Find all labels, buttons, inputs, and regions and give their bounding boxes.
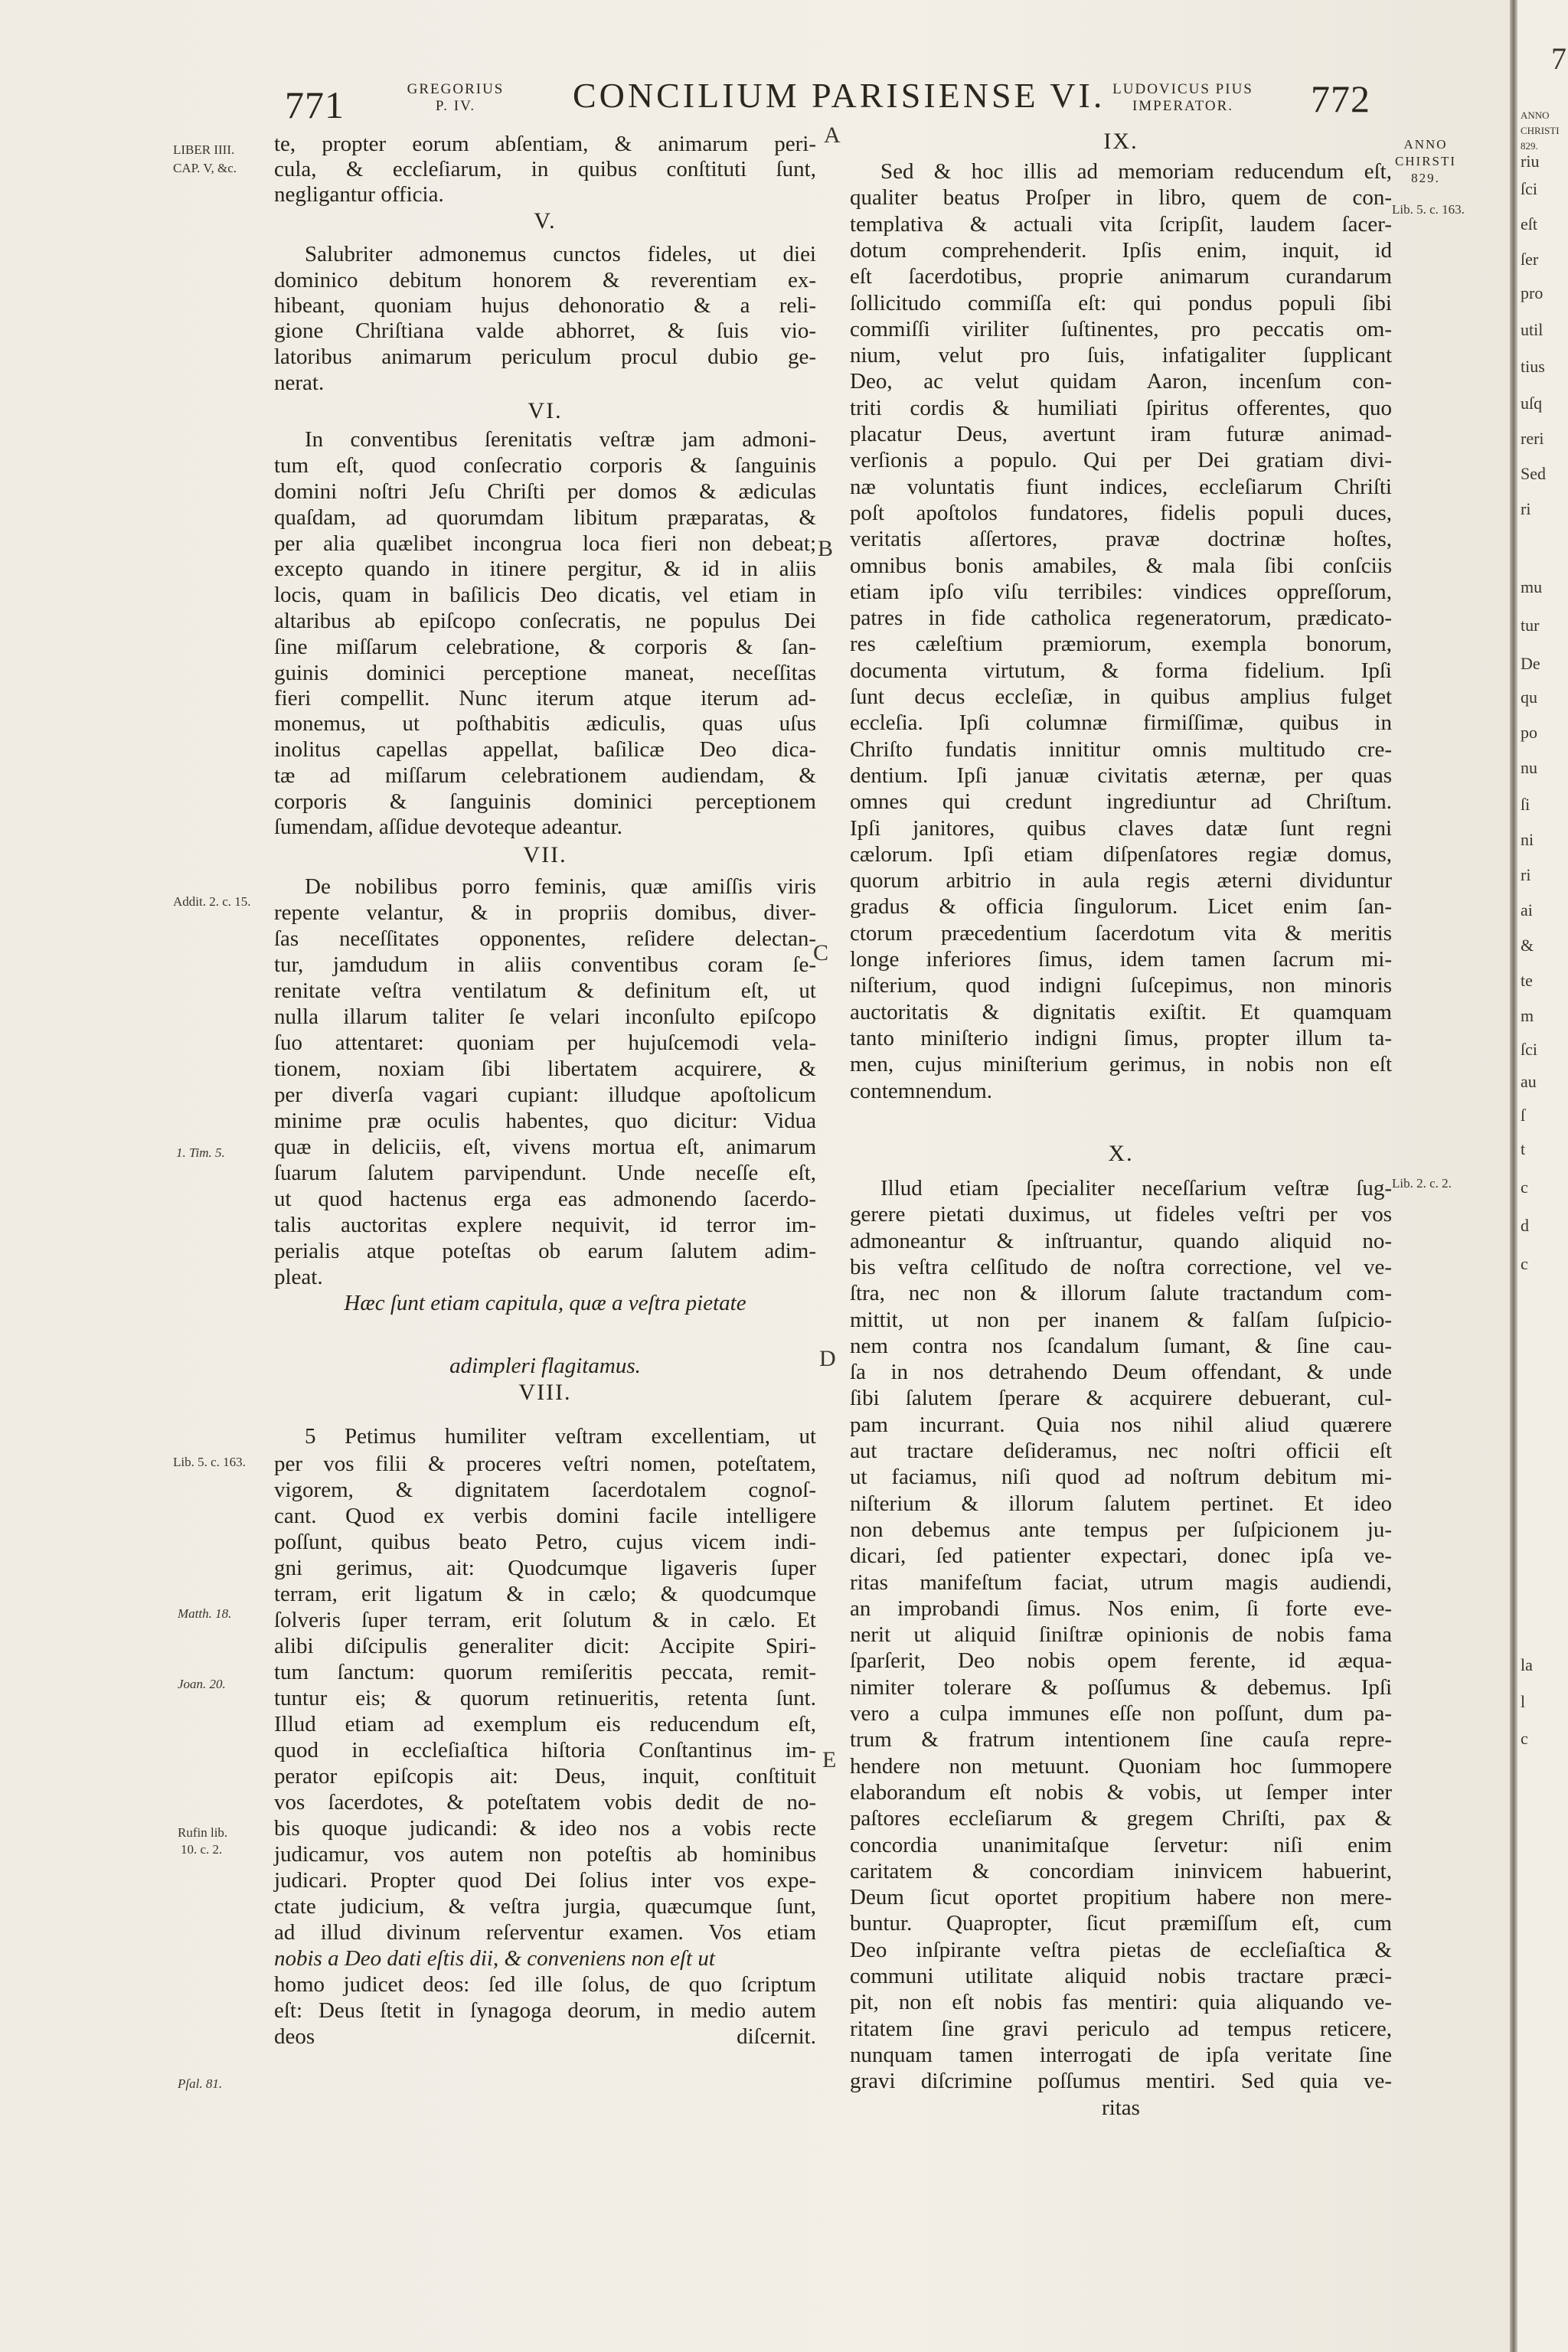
right-text-line: hendere non metuunt. Quoniam hoc ſummopere (850, 1753, 1392, 1779)
left-text-line: perialis atque poteſtas ob earum ſalutem adim- (274, 1239, 816, 1263)
right-text-line: contemnendum. (850, 1078, 993, 1103)
right-text-line: cælorum. Ipſi etiam diſpenſatores regiæ domus, (850, 841, 1392, 867)
next-page-fragment: ri (1521, 865, 1531, 884)
section-marker-letter: C (813, 940, 829, 965)
right-text-line: admoneantur & inſtruantur, quando aliquid no- (850, 1228, 1392, 1253)
left-text-line: repente velantur, & in propriis domibus, diver- (274, 900, 816, 925)
right-text-line: niſterium, quod indigni ſuſcepimus, non minoris (850, 973, 1392, 998)
next-page-fragment: c (1521, 1254, 1528, 1273)
next-page-fragment: c (1521, 1178, 1528, 1197)
section-marker-letter: A (824, 122, 841, 148)
left-text-line: negligantur officia. (274, 182, 444, 207)
left-text-line: vos ſacerdotes, & poteſtatem vobis dedit de no- (274, 1790, 816, 1815)
right-text-line: res cæleſtium præmiorum, exempla bonorum, (850, 632, 1392, 657)
left-text-line: ſolveris ſuper terram, erit ſolutum & in cælo. Et (274, 1608, 816, 1632)
left-text-line: De nobilibus porro feminis, quæ amiſſis viris (305, 874, 816, 899)
left-text-line: alibi diſcipulis generaliter dicit: Accipite Spiri- (274, 1634, 816, 1658)
right-text-line: longe inferiores ſimus, idem tamen ſacrum mi- (850, 947, 1392, 972)
book-gutter (1510, 0, 1517, 2352)
left-text-line: monemus, ut poſthabitis ædiculis, quas uſus (274, 711, 816, 736)
right-text-line: eccleſia. Ipſi columnæ firmiſſimæ, quibus in (850, 710, 1392, 736)
right-text-line: bis veſtra celſitudo de noſtra correctione, vel ve- (850, 1254, 1392, 1279)
left-text-line: renitate veſtra ventilatum & definitum eſt, ut (274, 978, 816, 1003)
next-page-fragment: ai (1521, 900, 1533, 920)
right-text-line: elaborandum eſt nobis & vobis, ut ſemper inter (850, 1779, 1392, 1805)
right-text-line: dicari, ſed patienter expectari, donec ipſa ve- (850, 1544, 1392, 1569)
next-page-fragment: & (1521, 936, 1534, 955)
margin-reference-note: Addit. 2. c. 15. (173, 894, 251, 909)
right-text-line: non debemus ante tempus per ſuſpicionem ju- (850, 1517, 1392, 1542)
left-text-line: tum eſt, quod conſecratio corporis & ſanguinis (274, 453, 816, 478)
right-text-line: Illud etiam ſpecialiter neceſſarium veſtræ ſug- (880, 1176, 1392, 1200)
left-text-line: gni gerimus, ait: Quodcumque ligaveris ſuper (274, 1556, 816, 1580)
running-head-right-line1: LUDOVICUS PIUS (1112, 81, 1253, 97)
left-text-line: deos diſcernit. (274, 2024, 816, 2049)
left-text-line: per alia quælibet incongrua loca fieri non debeat; (274, 531, 816, 556)
right-text-line: an improbandi ſimus. Nos enim, ſi forte eve- (850, 1596, 1392, 1621)
right-text-line: ritas (1102, 2095, 1140, 2120)
left-text-line: tum ſanctum: quorum remiſeritis peccata, remit- (274, 1660, 816, 1684)
next-page-fragment: nu (1521, 758, 1537, 777)
right-text-line: templativa & actuali vita ſcripſit, laudem ſacer- (850, 211, 1392, 237)
left-text-line: quod in eccleſiaſtica hiſtoria Conſtantinus im- (274, 1738, 816, 1762)
left-text-line: per diverſa vagari cupiant: illudque apoſtolicum (274, 1083, 816, 1107)
right-text-line: quorum arbitrio in aula regis æterni dividuntur (850, 868, 1392, 893)
next-page-fragment: mu (1521, 577, 1543, 596)
left-text-line: homo judicet deos: ſed ille ſolus, de quo ſcriptum (274, 1972, 816, 1997)
right-text-line: dentium. Ipſi januæ civitatis æternæ, per quas (850, 763, 1392, 788)
left-text-line: ut quod hactenus erga eas admonendo ſacerdo- (274, 1187, 816, 1211)
right-text-line: omnibus bonis amabiles, & mala ſibi conſciis (850, 553, 1392, 578)
running-head-right (1102, 81, 1263, 115)
left-text-line: 5 Petimus humiliter veſtram excellentiam, ut (305, 1424, 816, 1449)
right-text-line: Deo inſpirante veſtra pietas de eccleſiaſtica & (850, 1937, 1392, 1962)
running-head-right-line2: IMPERATOR. (1132, 98, 1234, 114)
right-text-line: caritatem & concordiam ininvicem habuerint, (850, 1858, 1392, 1883)
left-text-line: ſuarum ſalutem parvipendunt. Unde neceſſe eſt, (274, 1161, 816, 1185)
next-page-fragment: CHRISTI (1521, 125, 1560, 136)
right-text-line: qualiter beatus Proſper in libro, quem de con- (850, 185, 1392, 211)
right-text-line: ut faciamus, niſi quod ad noſtrum debitum mi- (850, 1465, 1392, 1490)
next-page-fragment: l (1521, 1692, 1526, 1711)
section-marker-letter: E (822, 1747, 837, 1772)
right-text-line: Sed & hoc illis ad memoriam reducendum eſt, (880, 159, 1392, 184)
right-text-line: niſterium & illorum ſalutem pertinet. Et ideo (850, 1491, 1392, 1516)
right-text-line: nem contra nos ſcandalum ſumant, & ſine cau- (850, 1333, 1392, 1358)
right-text-line: ctorum præcedentium ſacerdotum vita & meritis (850, 920, 1392, 946)
left-text-line: tur, jamdudum in aliis conventibus coram ſe- (274, 952, 816, 977)
next-page-fragment: au (1521, 1072, 1537, 1091)
right-text-line: ſa in nos detrahendo Deum offendant, & unde (850, 1360, 1392, 1385)
left-text-line: tæ ad miſſarum celebrationem audiendam, & (274, 763, 816, 788)
next-page-fragment: ſci (1521, 179, 1537, 198)
margin-reference-note: Pſal. 81. (178, 2076, 223, 2091)
right-text-line: concordia unanimitaſque ſervetur: niſi enim (850, 1832, 1392, 1857)
left-text-line: nulla illarum taliter ſe velari inconſulto epiſcopo (274, 1004, 816, 1029)
section-marker-letter: B (818, 536, 834, 561)
left-text-line: ſine miſſarum celebratione, & corporis & ſan- (274, 635, 816, 659)
left-text-line: judicamur, vos autem non poteſtis ab hominibus (274, 1842, 816, 1867)
running-head-left (398, 81, 513, 115)
left-text-line: Illud etiam ad exemplum eis reducendum eſt, (274, 1712, 816, 1736)
next-page-fragment: ri (1521, 499, 1531, 518)
next-page-fragment: Sed (1521, 464, 1546, 483)
right-text-line: communi utilitate aliquid nobis tractare præci- (850, 1964, 1392, 1988)
right-text-line: buntur. Quapropter, ſicut præmiſſum eſt, cum (850, 1911, 1392, 1936)
right-text-line: ſollicitudo commiſſa eſt: qui pondus populi ſibi (850, 290, 1392, 315)
right-text-line: pam incurrant. Quia nos nihil aliud quærere (850, 1412, 1392, 1437)
next-page-fragment: ſci (1521, 1040, 1537, 1059)
left-text-line: ctate judicium, & veſtra jurgia, quæcumque ſunt, (274, 1894, 816, 1919)
left-text-line: altaribus ab epiſcopo conſecratis, ne populus Dei (274, 609, 816, 633)
left-text-line: excepto quando in itinere pergitur, & id in aliis (274, 557, 816, 581)
page-title: CONCILIUM PARISIENSE VI. (573, 76, 1106, 115)
right-text-line: Deum ſicut oportet propitium habere non mere- (850, 1885, 1392, 1910)
right-text-line: gravi diſcrimine poſſumus mentiri. Sed quia ve- (850, 2069, 1392, 2094)
next-page-fragment: ſ (1521, 1106, 1526, 1125)
right-text-line: X. (1108, 1141, 1134, 1166)
page-number-left: 771 (285, 83, 345, 126)
right-text-line: verſionis a populo. Qui per Dei gratiam divi- (850, 448, 1392, 473)
left-text-line: domini noſtri Jeſu Chriſti per domos & ædiculas (274, 479, 816, 504)
right-text-line: auctoritatis & dignitatis exiſtit. Et quamquam (850, 999, 1392, 1024)
next-page-fragment: uſq (1521, 394, 1543, 413)
right-text-line: mittit, ut non per inanem & falſam ſuſpicio- (850, 1307, 1392, 1332)
margin-reference-note: Lib. 2. c. 2. (1392, 1176, 1452, 1191)
right-text-line: poſt apoſtolos fundatores, fidelis populi duces, (850, 500, 1392, 525)
margin-reference-note: Lib. 5. c. 163. (173, 1455, 246, 1469)
right-text-line: patres in fide catholica regeneratorum, prædicato- (850, 606, 1392, 631)
next-page-fragment: tur (1521, 616, 1540, 635)
left-text-line: inolitus capellas appellat, baſilicæ Deo dica- (274, 737, 816, 762)
right-text-line: gerere pietati duximus, ut fideles veſtri per vos (850, 1202, 1392, 1227)
next-page-edge (1517, 0, 1568, 2352)
right-text-line: nunquam tamen interrogati de ipſa veritate ſine (850, 2042, 1392, 2067)
left-text-line: VI. (528, 398, 563, 423)
left-text-line: poſſunt, quibus beato Petro, cujus vicem indi- (274, 1530, 816, 1554)
left-text-line: terram, erit ligatum & in cælo; & quodcumque (274, 1582, 816, 1606)
left-text-line: nerat. (274, 371, 325, 395)
section-marker-letter: D (819, 1346, 836, 1371)
next-page-fragment: d (1521, 1216, 1529, 1235)
right-text-line: placatur Deus, avertunt iram futuræ animad- (850, 422, 1392, 446)
left-text-line: dominico debitum honorem & reverentiam ex- (274, 268, 816, 292)
right-text-line: eſt ſacerdotibus, proprie animarum curandarum (850, 264, 1392, 289)
left-text-line: Hæc ſunt etiam capitula, quæ a veſtra pietate (344, 1291, 746, 1315)
left-text-line: tuntur eis; & quorum retinueritis, retenta ſunt. (274, 1686, 816, 1710)
right-text-line: vero a culpa immunes eſſe non poſſunt, dum pa- (850, 1701, 1392, 1726)
left-text-line: VIII. (518, 1380, 572, 1405)
margin-reference-note: 1. Tim. 5. (176, 1145, 225, 1160)
next-page-fragment: t (1521, 1139, 1526, 1158)
right-text-line: ſparſerit, Deo nobis opem ferente, id æqua- (850, 1648, 1392, 1674)
left-text-line: vigorem, & dignitatem ſacerdotalem cognoſ- (274, 1478, 816, 1502)
left-text-line: minime præ oculis habentes, quo dicitur: Vidua (274, 1109, 816, 1133)
next-page-fragment: ſi (1521, 795, 1530, 814)
right-text-line: triti cordis & humiliati ſpiritus offerentes, quo (850, 395, 1392, 420)
right-text-line: tanto miniſterio indigni ſimus, propter illum ta- (850, 1025, 1392, 1050)
next-page-fragment: reri (1521, 429, 1544, 448)
left-text-line: te, propter eorum abſentiam, & animarum peri- (274, 132, 816, 156)
right-text-line: ſtra, nec non & illorum ſalute tractandum com- (850, 1281, 1392, 1306)
next-page-fragment: tius (1521, 357, 1545, 376)
right-text-line: nium, velut pro ſuis, infatigaliter ſupplicant (850, 343, 1392, 368)
left-text-line: talis auctoritas explere nequivit, id terror im- (274, 1213, 816, 1237)
left-text-line: perator epiſcopis ait: Deus, inquit, conſtituit (274, 1764, 816, 1788)
page-number-right: 772 (1311, 77, 1370, 120)
left-text-line: quæ in deliciis, eſt, vivens mortua eſt, animarum (274, 1135, 816, 1159)
left-text-line: corporis & ſanguinis dominici perceptionem (274, 789, 816, 814)
right-text-line: ritatem ſine gravi periculo ad tempus reticere, (850, 2016, 1392, 2041)
right-text-line: næ voluntatis fiunt indices, eccleſiarum Chriſti (850, 474, 1392, 499)
right-text-line: ſunt decus eccleſiæ, in quibus amplius fulget (850, 684, 1392, 709)
next-page-fragment: ni (1521, 830, 1534, 849)
left-text-line: tionem, noxiam ſibi libertatem acquirere, & (274, 1057, 816, 1081)
year-note-line3: 829. (1411, 171, 1440, 185)
left-text-line: ſuo attentaret: quoniam per hujuſcemodi vela- (274, 1031, 816, 1055)
left-text-line: quaſdam, ad quorumdam libitum præparatas, & (274, 505, 816, 530)
year-note-line1: ANNO (1403, 137, 1448, 152)
running-head-left-line2: P. IV. (435, 98, 476, 114)
left-text-line: Salubriter admonemus cunctos fideles, ut diei (305, 242, 816, 266)
left-text-line: gione Chriſtiana valde abhorret, & ſuis vio- (274, 318, 816, 343)
next-page-fragment: qu (1521, 688, 1537, 707)
right-text-line: documenta virtutum, & forma fidelium. Ipſi (850, 658, 1392, 683)
left-text-line: ſas neceſſitates opponentes, reſidere delectan- (274, 926, 816, 951)
margin-reference-note: Lib. 5. c. 163. (1392, 202, 1465, 217)
left-text-line: locis, quam in baſilicis Deo dicatis, vel etiam in (274, 583, 816, 607)
margin-reference-note: Matth. 18. (178, 1606, 232, 1621)
right-text-line: commiſſi viriliter ſuſtinentes, pro peccatis om- (850, 316, 1392, 341)
next-page-fragment: 829. (1521, 140, 1538, 152)
left-text-line: bis quoque judicandi: & ideo nos a vobis recte (274, 1816, 816, 1841)
left-text-line: VII. (523, 842, 567, 867)
next-page-fragment: 7 (1551, 41, 1566, 76)
right-text-line: nimiter tolerare & poſſumus & debemus. Ipſi (850, 1674, 1392, 1700)
left-text-line: In conventibus ſerenitatis veſtræ jam admoni- (305, 427, 816, 452)
left-text-line: per vos filii & proceres veſtri nomen, poteſtatem, (274, 1452, 816, 1476)
year-note-line2: CHIRSTI (1394, 154, 1457, 168)
right-text-line: Ipſi janitores, quibus claves datæ ſunt regni (850, 815, 1392, 841)
right-text-line: pit, non eſt nobis fas mentiri: quia aliquando ve- (850, 1990, 1392, 2015)
left-text-line: hibeant, quoniam hujus dehonoratio & a reli- (274, 293, 816, 318)
next-page-fragment: riu (1521, 152, 1540, 171)
right-text-line: nerit ut aliquid ſiniſtræ opinionis de nobis fama (850, 1622, 1392, 1648)
left-text-line: eſt: Deus ſtetit in ſynagoga deorum, in medio autem (274, 1998, 816, 2023)
left-text-line: V. (534, 208, 557, 234)
margin-reference-note: CAP. V, &c. (173, 161, 237, 175)
left-text-line: guinis dominici perceptione maneat, neceſſitas (274, 661, 816, 685)
right-text-line: omnes qui credunt ingrediuntur ad Chriſtum. (850, 789, 1392, 815)
next-page-fragment: ANNO (1521, 109, 1550, 121)
right-text-line: aut tractare deſideramus, nec noſtri officii eſt (850, 1439, 1392, 1463)
margin-reference-note: Joan. 20. (178, 1677, 226, 1691)
margin-reference-note: LIBER IIII. (173, 142, 235, 157)
next-page-fragment: la (1521, 1655, 1533, 1674)
right-text-line: men, cujus miniſterium gerimus, in nobis non eſt (850, 1052, 1392, 1077)
left-text-line: ſumendam, aſſidue devoteque adeantur. (274, 815, 622, 839)
left-text-line: adimpleri flagitamus. (449, 1354, 641, 1378)
left-text-line: nobis a Deo dati eſtis dii, & conveniens non eſt ut (274, 1946, 715, 1971)
left-text-line: pleat. (274, 1265, 323, 1289)
next-page-fragment: m (1521, 1006, 1534, 1025)
next-page-fragment: pro (1521, 283, 1544, 302)
left-text-line: fieri compellit. Nunc iterum atque iterum ad- (274, 686, 816, 710)
next-page-fragment: te (1521, 971, 1533, 990)
right-text-line: veritatis aſſertores, pravæ doctrinæ hoſtes, (850, 527, 1392, 552)
right-text-line: paſtores eccleſiarum & gregem Chriſti, pax & (850, 1806, 1392, 1831)
right-text-line: etiam ipſo viſu terribiles: vindices oppreſſorum, (850, 579, 1392, 604)
next-page-fragment: De (1521, 654, 1540, 673)
next-page-fragment: eſt (1521, 214, 1537, 234)
right-text-line: Chriſto fundatis innititur omnis multitudo cre- (850, 737, 1392, 762)
left-text-line: cula, & eccleſiarum, in quibus conſtituti ſunt, (274, 157, 816, 181)
next-page-fragment: util (1521, 320, 1544, 339)
left-text-line: ad illud divinum reſerventur examen. Vos etiam (274, 1920, 816, 1945)
next-page-fragment: ſer (1521, 250, 1539, 269)
year-note (1378, 136, 1473, 187)
margin-reference-note: 10. c. 2. (181, 1842, 223, 1857)
next-page-fragment: c (1521, 1729, 1528, 1748)
left-text-line: latoribus animarum periculum procul dubio ge- (274, 345, 816, 369)
right-text-line: gradus & officia ſingulorum. Licet enim ſan- (850, 894, 1392, 920)
next-page-fragment: po (1521, 723, 1537, 742)
left-text-line: cant. Quod ex verbis domini facile intelligere (274, 1504, 816, 1528)
running-head-left-line1: GREGORIUS (407, 81, 505, 97)
right-text-line: ſibi ſalutem ſperare & acquirere debuerant, cul- (850, 1386, 1392, 1411)
right-text-line: dotum comprehenderit. Ipſis enim, inquit, id (850, 237, 1392, 263)
left-text-line: judicari. Propter quod Dei ſolius inter vos expe- (274, 1868, 816, 1893)
right-text-line: trum & fratrum intentionem ſine cauſa repre- (850, 1727, 1392, 1753)
right-text-line: Deo, ac velut quidam Aaron, incenſum con- (850, 369, 1392, 394)
right-text-line: ritas manifeſtum faciat, utrum magis audiendi, (850, 1570, 1392, 1595)
right-text-line: IX. (1103, 129, 1138, 154)
margin-reference-note: Rufin lib. (178, 1825, 228, 1840)
